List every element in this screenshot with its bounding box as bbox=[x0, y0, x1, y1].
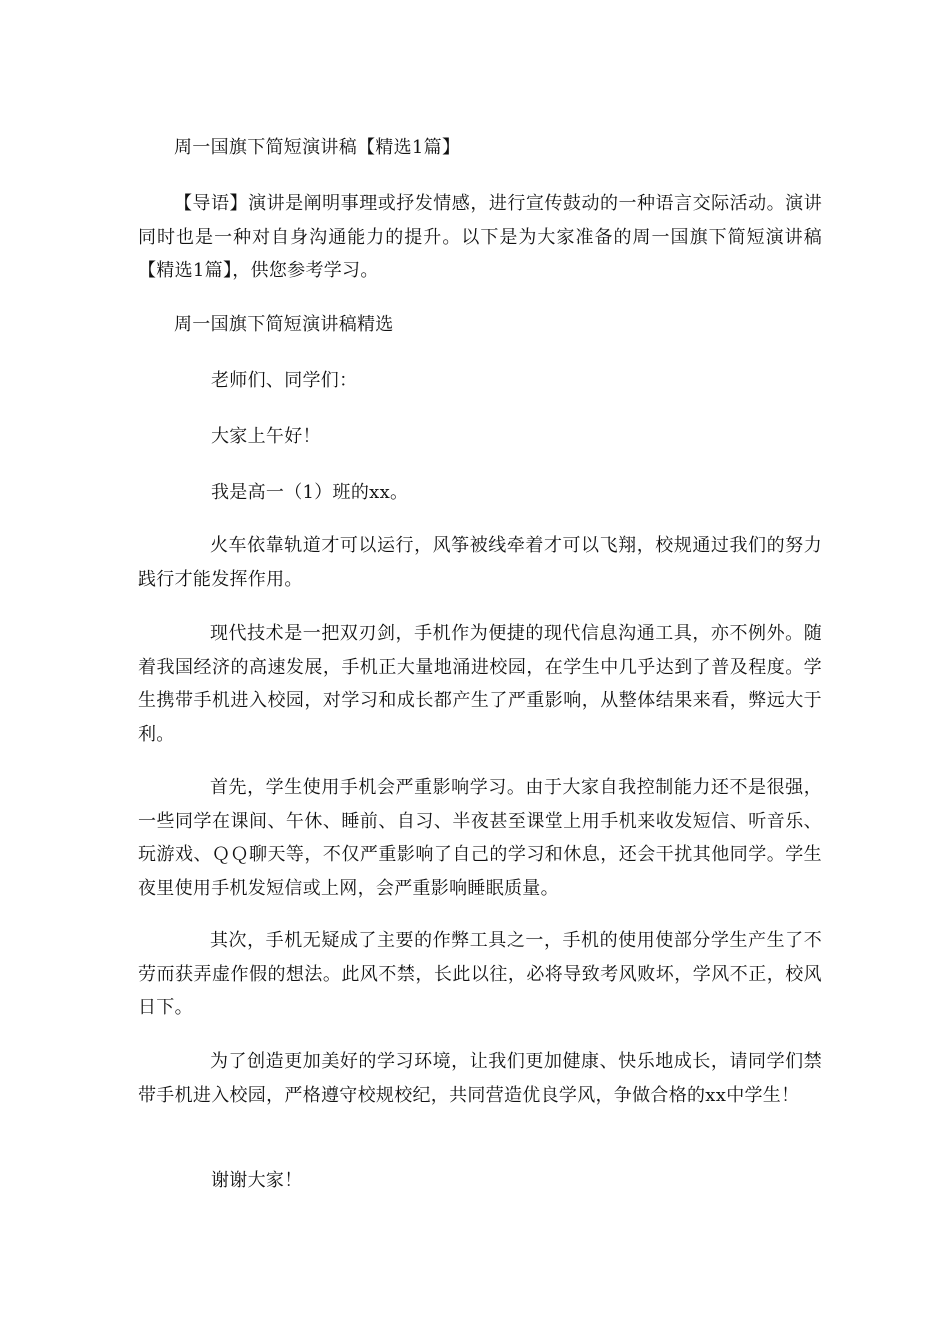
greeting-line: 老师们、同学们： bbox=[211, 370, 358, 391]
body-paragraph-2: 现代技术是一把双刃剑，手机作为便捷的现代信息沟通工具，亦不例外。随着我国经济的高速发展，手机正大量地涌进校园，在学生中几乎达到了普及程度。学生携带手机进入校园，对学习和成长都产生了严重影响，从整体结果来看，弊远大于利。 bbox=[138, 623, 822, 745]
body-paragraph-3: 首先，学生使用手机会严重影响学习。由于大家自我控制能力还不是很强，一些同学在课间、午休、睡前、自习、半夜甚至课堂上用手机来收发短信、听音乐、玩游戏、ＱＱ聊天等，不仅严重影响了自己的学习和休息，还会干扰其他同学。学生夜里使用手机发短信或上网，会严重影响睡眠质量。 bbox=[138, 777, 822, 899]
body-paragraph-1: 火车依靠轨道才可以运行，风筝被线牵着才可以飞翔，校规通过我们的努力践行才能发挥作用。 bbox=[138, 535, 822, 590]
section-subtitle: 周一国旗下简短演讲稿精选 bbox=[174, 314, 394, 335]
body-paragraph-5: 为了创造更加美好的学习环境，让我们更加健康、快乐地成长，请同学们禁带手机进入校园，严格遵守校规校纪，共同营造优良学风，争做合格的xx中学生！ bbox=[138, 1051, 822, 1106]
closing-line: 谢谢大家！ bbox=[211, 1170, 303, 1191]
body-paragraph-4: 其次，手机无疑成了主要的作弊工具之一，手机的使用使部分学生产生了不劳而获弄虚作假的想法。此风不禁，长此以往，必将导致考风败坏，学风不正，校风日下。 bbox=[138, 930, 822, 1018]
self-intro-line: 我是高一（1）班的xx。 bbox=[211, 482, 409, 503]
intro-paragraph: 【导语】演讲是阐明事理或抒发情感，进行宣传鼓动的一种语言交际活动。演讲同时也是一种对自身沟通能力的提升。以下是为大家准备的周一国旗下简短演讲稿【精选1篇】，供您参考学习。 bbox=[138, 193, 822, 281]
hello-line: 大家上午好！ bbox=[211, 426, 321, 447]
document-title: 周一国旗下简短演讲稿【精选1篇】 bbox=[174, 137, 461, 158]
